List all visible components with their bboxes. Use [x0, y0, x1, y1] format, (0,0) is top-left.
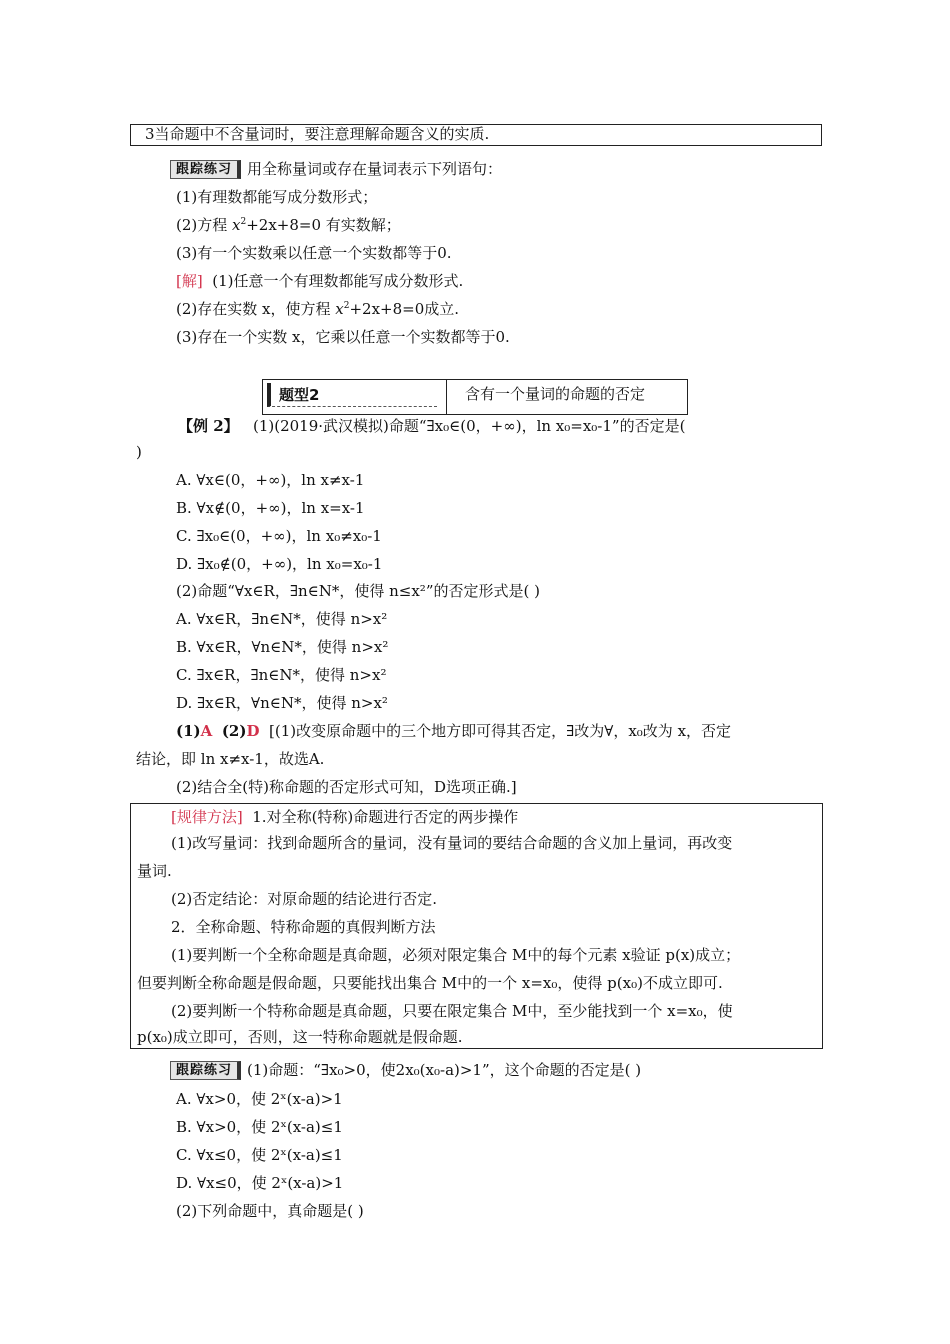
track-practice-tag-2: 跟踪练习: [170, 1061, 241, 1080]
track-practice-1-intro: 跟踪练习 用全称量词或存在量词表示下列语句：: [170, 158, 502, 180]
ex2-opt1-b: B. ∀x∉(0，+∞)，ln x=x-1: [176, 499, 365, 517]
track-practice-2-q1: 跟踪练习 (1)命题：“∃x₀>0，使2x₀(x₀-a)>1”，这个命题的否定是( ): [170, 1059, 641, 1081]
track2-opt-b: B. ∀x>0，使 2ˣ(x-a)≤1: [176, 1118, 343, 1136]
track1-sol1: [解] (1)任意一个有理数都能写成分数形式.: [176, 272, 464, 290]
topic-title: 含有一个量词的命题的否定: [446, 380, 686, 414]
track1-q3: (3)有一个实数乘以任意一个实数都等于0.: [176, 244, 452, 262]
track1-sol3: (3)存在一个实数 x，它乘以任意一个实数都等于0.: [176, 328, 510, 346]
method-p3b: 但要判断全称命题是假命题，只要能找出集合 M中的一个 x=x₀，使得 p(x₀)不成立即可.: [137, 974, 723, 992]
track-practice-tag: 跟踪练习: [170, 160, 241, 179]
method-p2: (2)否定结论：对原命题的结论进行否定.: [171, 890, 438, 908]
method-p4b: p(x₀)成立即可，否则，这一特称命题就是假命题.: [137, 1028, 463, 1046]
ex2-part2: (2)命题“∀x∈R，∃n∈N*，使得 n≤x²”的否定形式是( ): [176, 582, 540, 600]
track2-opt-d: D. ∀x≤0，使 2ˣ(x-a)>1: [176, 1174, 344, 1192]
ex2-opt1-d: D. ∃x₀∉(0，+∞)，ln x₀=x₀-1: [176, 555, 383, 573]
solution-label: [解]: [176, 272, 203, 290]
track1-sol2: (2)存在实数 x，使方程 $x^2+2x+8=0$成立.: [176, 300, 460, 318]
top-note-box: [130, 124, 822, 146]
track2-opt-c: C. ∀x≤0，使 2ˣ(x-a)≤1: [176, 1146, 343, 1164]
topic-tag: 题型2: [267, 383, 437, 407]
method-p1a: (1)改写量词：找到命题所含的量词，没有量词的要结合命题的含义加上量词，再改变: [171, 834, 733, 852]
answer-1: A: [200, 722, 213, 740]
ex2-opt2-b: B. ∀x∈R，∀n∈N*，使得 n>x²: [176, 638, 389, 656]
track2-q2: (2)下列命题中，真命题是( ): [176, 1202, 364, 1220]
ex2-opt2-c: C. ∃x∈R，∃n∈N*，使得 n>x²: [176, 666, 387, 684]
method-p4a: (2)要判断一个特称命题是真命题，只要在限定集合 M中，至少能找到一个 x=x₀，使: [171, 1002, 733, 1020]
track1-q1: (1)有理数都能写成分数形式；: [176, 188, 378, 206]
method-p1b: 量词.: [137, 862, 172, 880]
ex2-opt1-c: C. ∃x₀∈(0，+∞)，ln x₀≠x₀-1: [176, 527, 382, 545]
ex2-explanation-cont: 结论，即 ln x≠x-1，故选A.: [136, 750, 325, 768]
ex2-opt1-a: A. ∀x∈(0，+∞)，ln x≠x-1: [176, 471, 365, 489]
top-note-text: 3当命题中不含量词时，要注意理解命题含义的实质.: [145, 125, 490, 143]
track1-q2: (2)方程 $x^2+2x+8=0$ 有实数解；: [176, 216, 401, 234]
method-heading-1: [规律方法] 1.对全称(特称)命题进行否定的两步操作: [171, 808, 519, 826]
ex2-explanation-2: (2)结合全(特)称命题的否定形式可知，D选项正确.]: [176, 778, 517, 796]
topic-header: [262, 379, 688, 415]
ex2-opt2-d: D. ∃x∈R，∀n∈N*，使得 n>x²: [176, 694, 388, 712]
method-heading-2: 2．全称命题、特称命题的真假判断方法: [171, 918, 436, 936]
method-label: [规律方法]: [171, 808, 243, 826]
ex2-answer: (1)A (2)D [(1)改变原命题中的三个地方即可得其否定，∃改为∀，x₀改为 x，否定: [176, 722, 732, 740]
method-box: [130, 803, 823, 1049]
answer-2: D: [246, 722, 260, 740]
example-label: 【例 2】: [178, 417, 239, 435]
track2-opt-a: A. ∀x>0，使 2ˣ(x-a)>1: [176, 1090, 343, 1108]
example-2-stem-cont: ): [136, 443, 142, 461]
ex2-opt2-a: A. ∀x∈R，∃n∈N*，使得 n>x²: [176, 610, 388, 628]
example-2-stem: 【例 2】 (1)(2019·武汉模拟)命题“∃x₀∈(0，+∞)，ln x₀=x₀-1”的否定是(: [178, 417, 686, 435]
method-p3a: (1)要判断一个全称命题是真命题，必须对限定集合 M中的每个元素 x验证 p(x)成立；: [171, 946, 741, 964]
